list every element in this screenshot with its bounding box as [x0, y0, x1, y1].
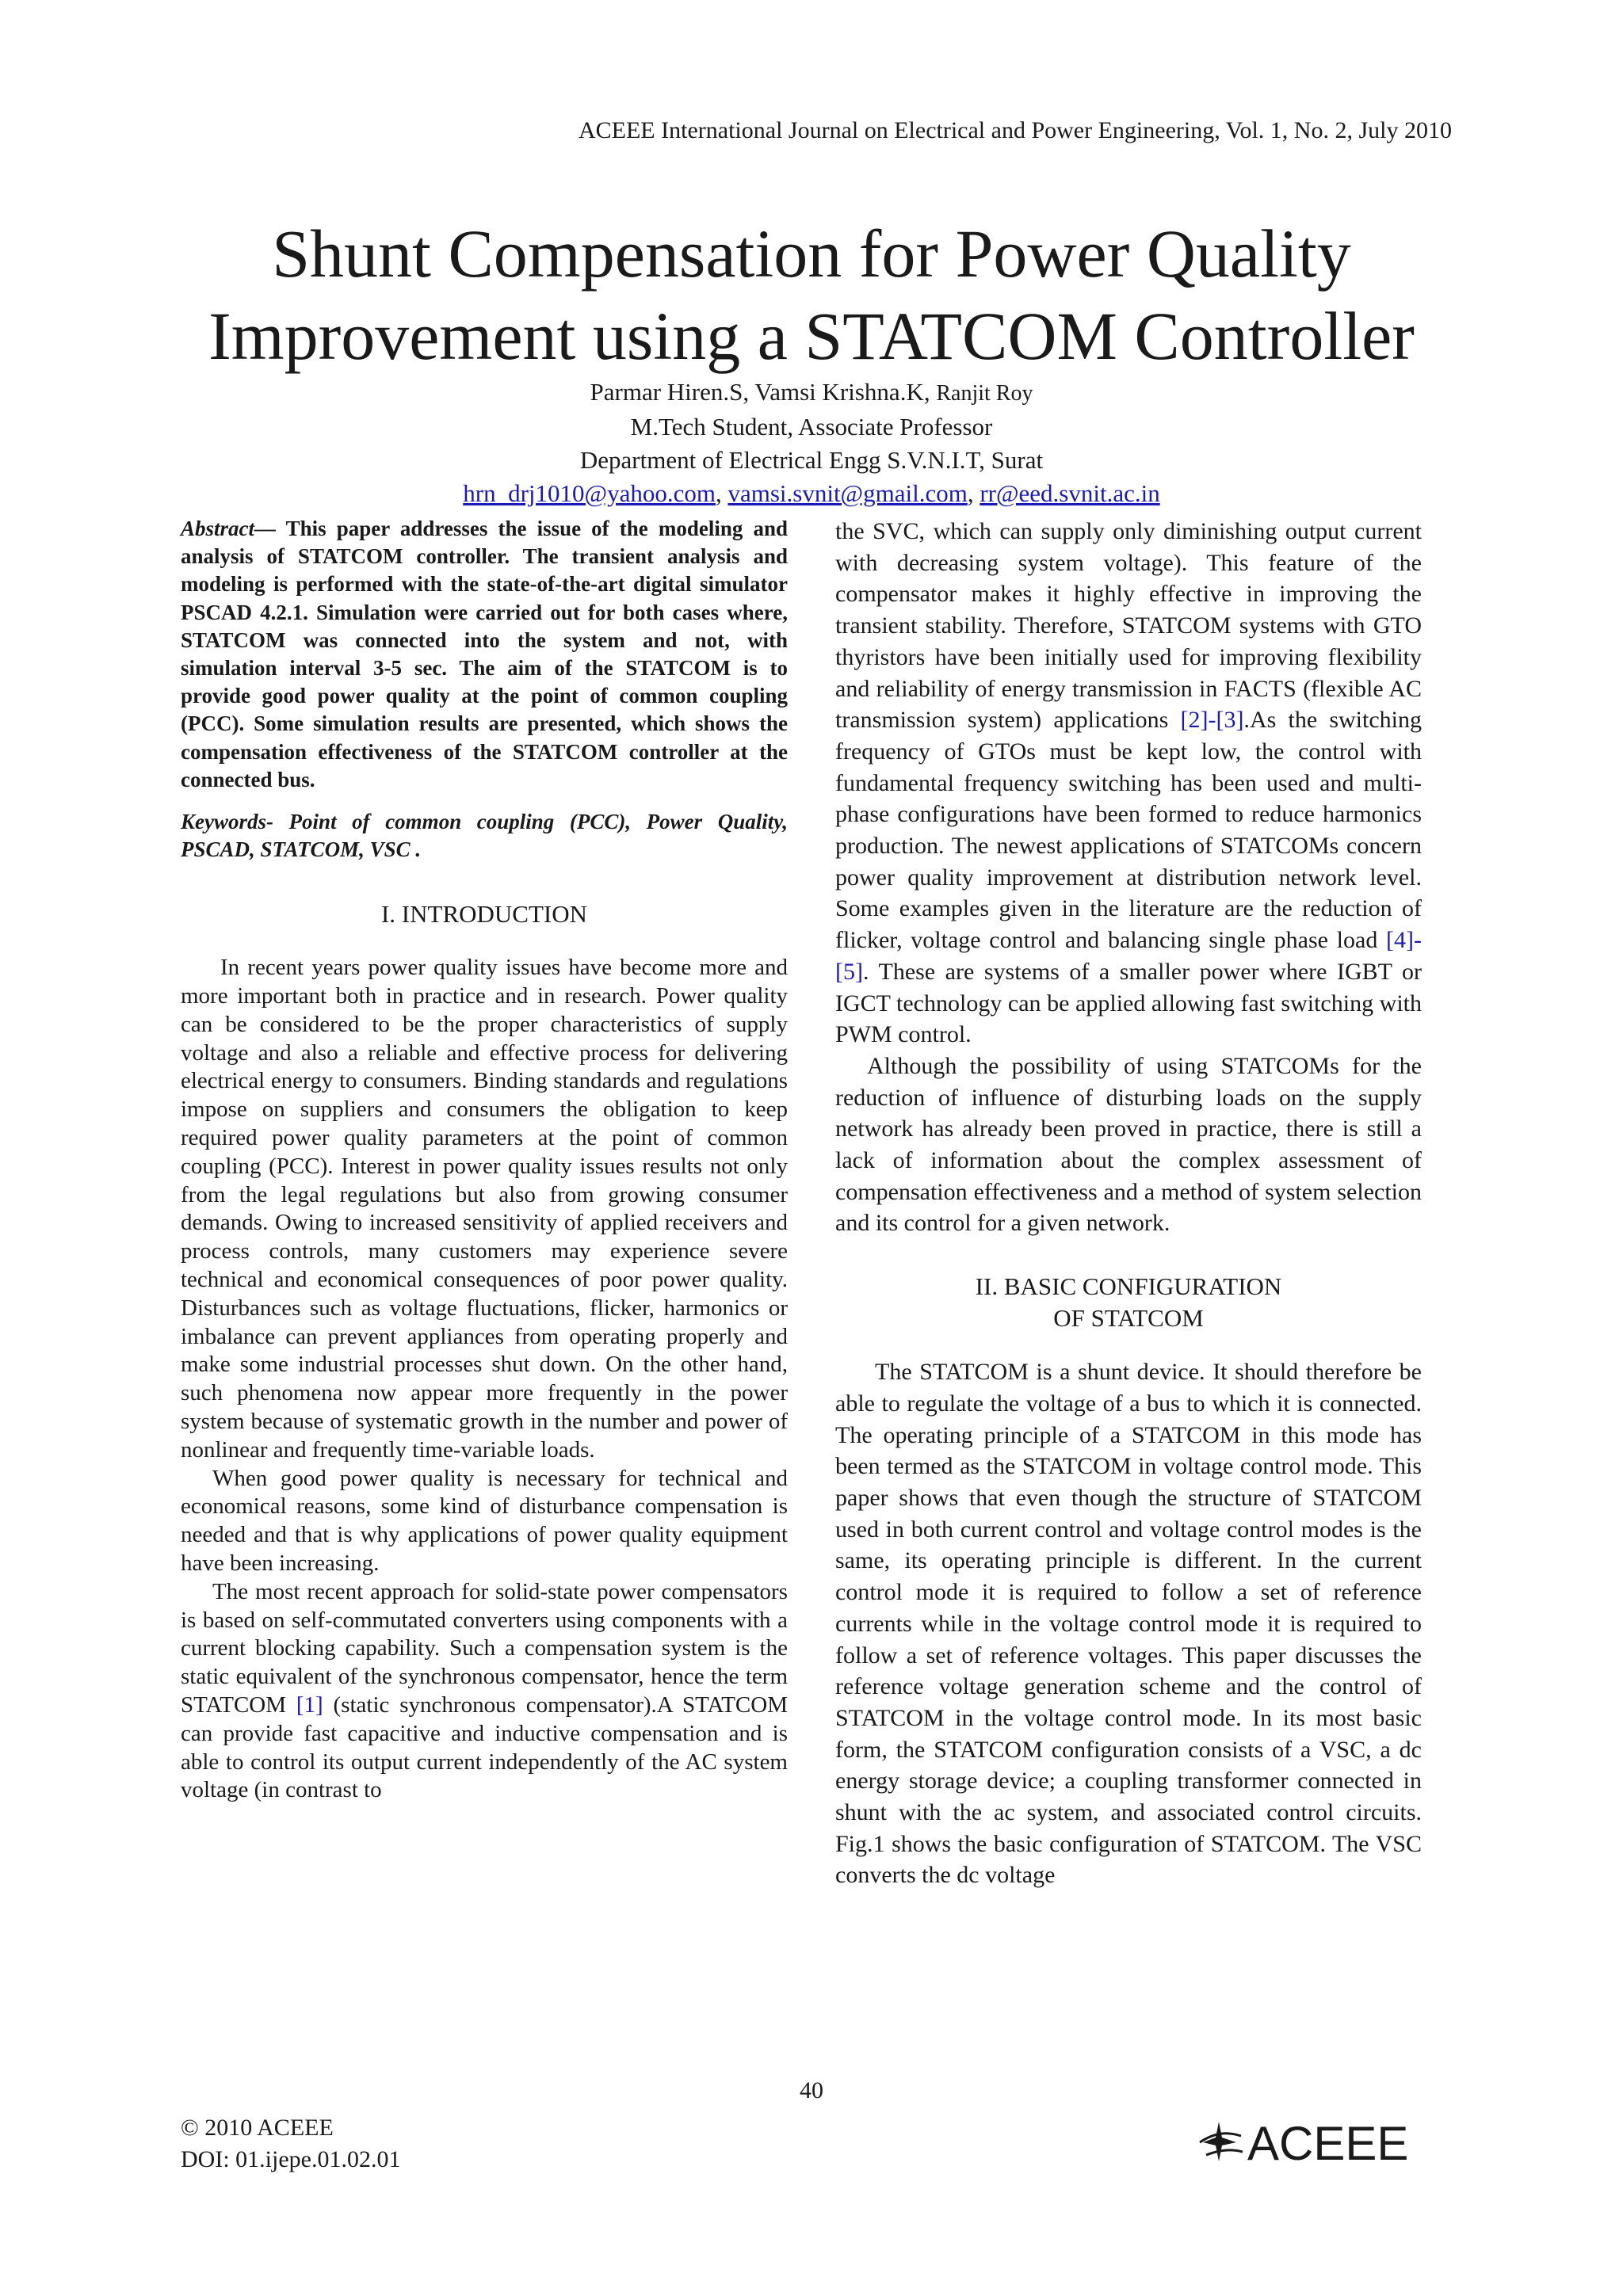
- section-heading-basic-configuration: II. BASIC CONFIGURATION OF STATCOM: [975, 1272, 1282, 1333]
- email-link-1[interactable]: hrn_drj1010@yahoo.com: [463, 479, 716, 507]
- right-column: [835, 516, 1422, 1891]
- copyright: © 2010 ACEEE: [181, 2115, 334, 2141]
- citation-link[interactable]: [5]: [835, 958, 863, 985]
- section-heading-introduction: I. INTRODUCTION: [380, 900, 588, 929]
- logo-text: ACEEE: [1247, 2117, 1409, 2170]
- citation-link[interactable]: [4]: [1386, 927, 1414, 954]
- author-block: [0, 376, 1623, 510]
- email-link-3[interactable]: rr@eed.svnit.ac.in: [980, 479, 1160, 507]
- citation-link[interactable]: [1]: [296, 1691, 323, 1718]
- paragraph: The STATCOM is a shunt device. It should therefore be able to regulate the voltage of a bus to which it is connected. The operating principle of a STATCOM in this mode has been termed as the STATCOM in voltage control mode. This paper shows that even though the structure of STATCOM used in both current control and voltage control modes is the same, its operating principle is different. In the current control mode it is required to follow a set of reference currents while in the voltage control mode it is required to follow a set of reference voltages. This paper discusses the reference voltage generation scheme and the control of STATCOM in the voltage control mode. In its most basic form, the STATCOM configuration consists of a VSC, a dc energy storage device; a coupling transformer connected in shunt with the ac system, and associated control circuits. Fig.1 shows the basic configuration of STATCOM. The VSC converts the dc voltage: [835, 1359, 1422, 1889]
- paragraph: The most recent approach for solid-state power compensators is based on self-commutated converters using components with a current blocking capability. Such a compensation system is the static equivalent of the synchronous compensator, hence the term STATCOM [1] (static synchronous compensator).A STATCOM can provide fast capacitive and inductive compensation and is able to control its output current independently of the AC system voltage (in contrast to: [181, 1578, 788, 1803]
- keywords: Keywords- Point of common coupling (PCC), Power Quality, PSCAD, STATCOM, VSC .: [181, 810, 788, 862]
- author-roles: M.Tech Student, Associate Professor: [630, 413, 993, 441]
- title-line-2: Improvement using a STATCOM Controller: [208, 298, 1415, 374]
- paper-title: [0, 212, 1623, 377]
- star-swoosh-icon: [1200, 2122, 1243, 2161]
- author-department: Department of Electrical Engg S.V.N.I.T, Surat: [579, 446, 1044, 474]
- email-link-2[interactable]: vamsi.svnit@gmail.com: [727, 479, 968, 507]
- doi: DOI: 01.ijepe.01.02.01: [181, 2146, 401, 2172]
- paragraph: In recent years power quality issues have become more and more important both in practice and in research. Power quality can be considered to be the proper characteristics of supply voltage and also a reliable and effective process for delivering electrical energy to consumers. Binding standards and regulations impose on suppliers and consumers the obligation to keep required power quality parameters at the point of common coupling (PCC). Interest in power quality issues results not only from the legal regulations but also from growing consumer demands. Owing to increased sensitivity of applied receivers and process controls, many customers may experience severe technical and economical consequences of poor power quality. Disturbances such as voltage fluctuations, flicker, harmonics or imbalance can prevent appliances from operating properly and make some industrial processes shut down. On the other hand, such phenomena now appear more frequently in the power system because of systematic growth in the number and power of nonlinear and frequently time-variable loads.: [181, 955, 788, 1463]
- abstract: Abstract— This paper addresses the issue of the modeling and analysis of STATCOM controller. The transient analysis and modeling is performed with the state-of-the-art digital simulator PSCAD 4.2.1. Simulation were carried out for both cases where, STATCOM was connected into the system and not, with simulation interval 3-5 sec. The aim of the STATCOM is to provide good power quality at the point of common coupling (PCC). Some simulation results are presented, which shows the compensation effectiveness of the STATCOM controller at the connected bus.: [181, 517, 788, 791]
- abstract-label: Abstract—: [181, 517, 277, 540]
- page-number: 40: [800, 2077, 823, 2103]
- paragraph: When good power quality is necessary for technical and economical reasons, some kind of disturbance compensation is needed and that is why applications of power quality equipment have been increasing.: [181, 1465, 788, 1576]
- footer-info: [181, 2112, 400, 2176]
- paragraph: the SVC, which can supply only diminishing output current with decreasing system voltage). This feature of the compensator makes it highly effective in improving the transient stability. Therefore, STATCOM systems with GTO thyristors have been initially used for improving flexibility and reliability of energy transmission in FACTS (flexible AC transmission system) applications [2]-[3].As the switching frequency of GTOs must be kept low, the control with fundamental frequency switching has been used and multi-phase configurations have been formed to reduce harmonics production. The newest applications of STATCOMs concern power quality improvement at distribution network level. Some examples given in the literature are the reduction of flicker, voltage control and balancing single phase load [4]-[5]. These are systems of a smaller power where IGBT or IGCT technology can be applied allowing fast switching with PWM control.: [835, 518, 1422, 1048]
- running-header: ACEEE International Journal on Electrical and Power Engineering, Vol. 1, No. 2, July 2010: [578, 117, 1452, 143]
- aceee-logo: [1195, 2107, 1449, 2171]
- citation-link[interactable]: [2]: [1180, 707, 1209, 734]
- title-line-1: Shunt Compensation for Power Quality: [272, 215, 1351, 292]
- author-names: Parmar Hiren.S, Vamsi Krishna.K, Ranjit Roy: [590, 378, 1033, 406]
- left-column: [181, 515, 788, 1805]
- paragraph: Although the possibility of using STATCOMs for the reduction of influence of disturbing loads on the supply network has already been proved in practice, there is still a lack of information about the complex assessment of compensation effectiveness and a method of system selection and its control for a given network.: [835, 1052, 1422, 1237]
- author-emails: hrn_drj1010@yahoo.com, vamsi.svnit@gmail.com, rr@eed.svnit.ac.in: [463, 479, 1160, 507]
- citation-link[interactable]: [3]: [1216, 707, 1244, 734]
